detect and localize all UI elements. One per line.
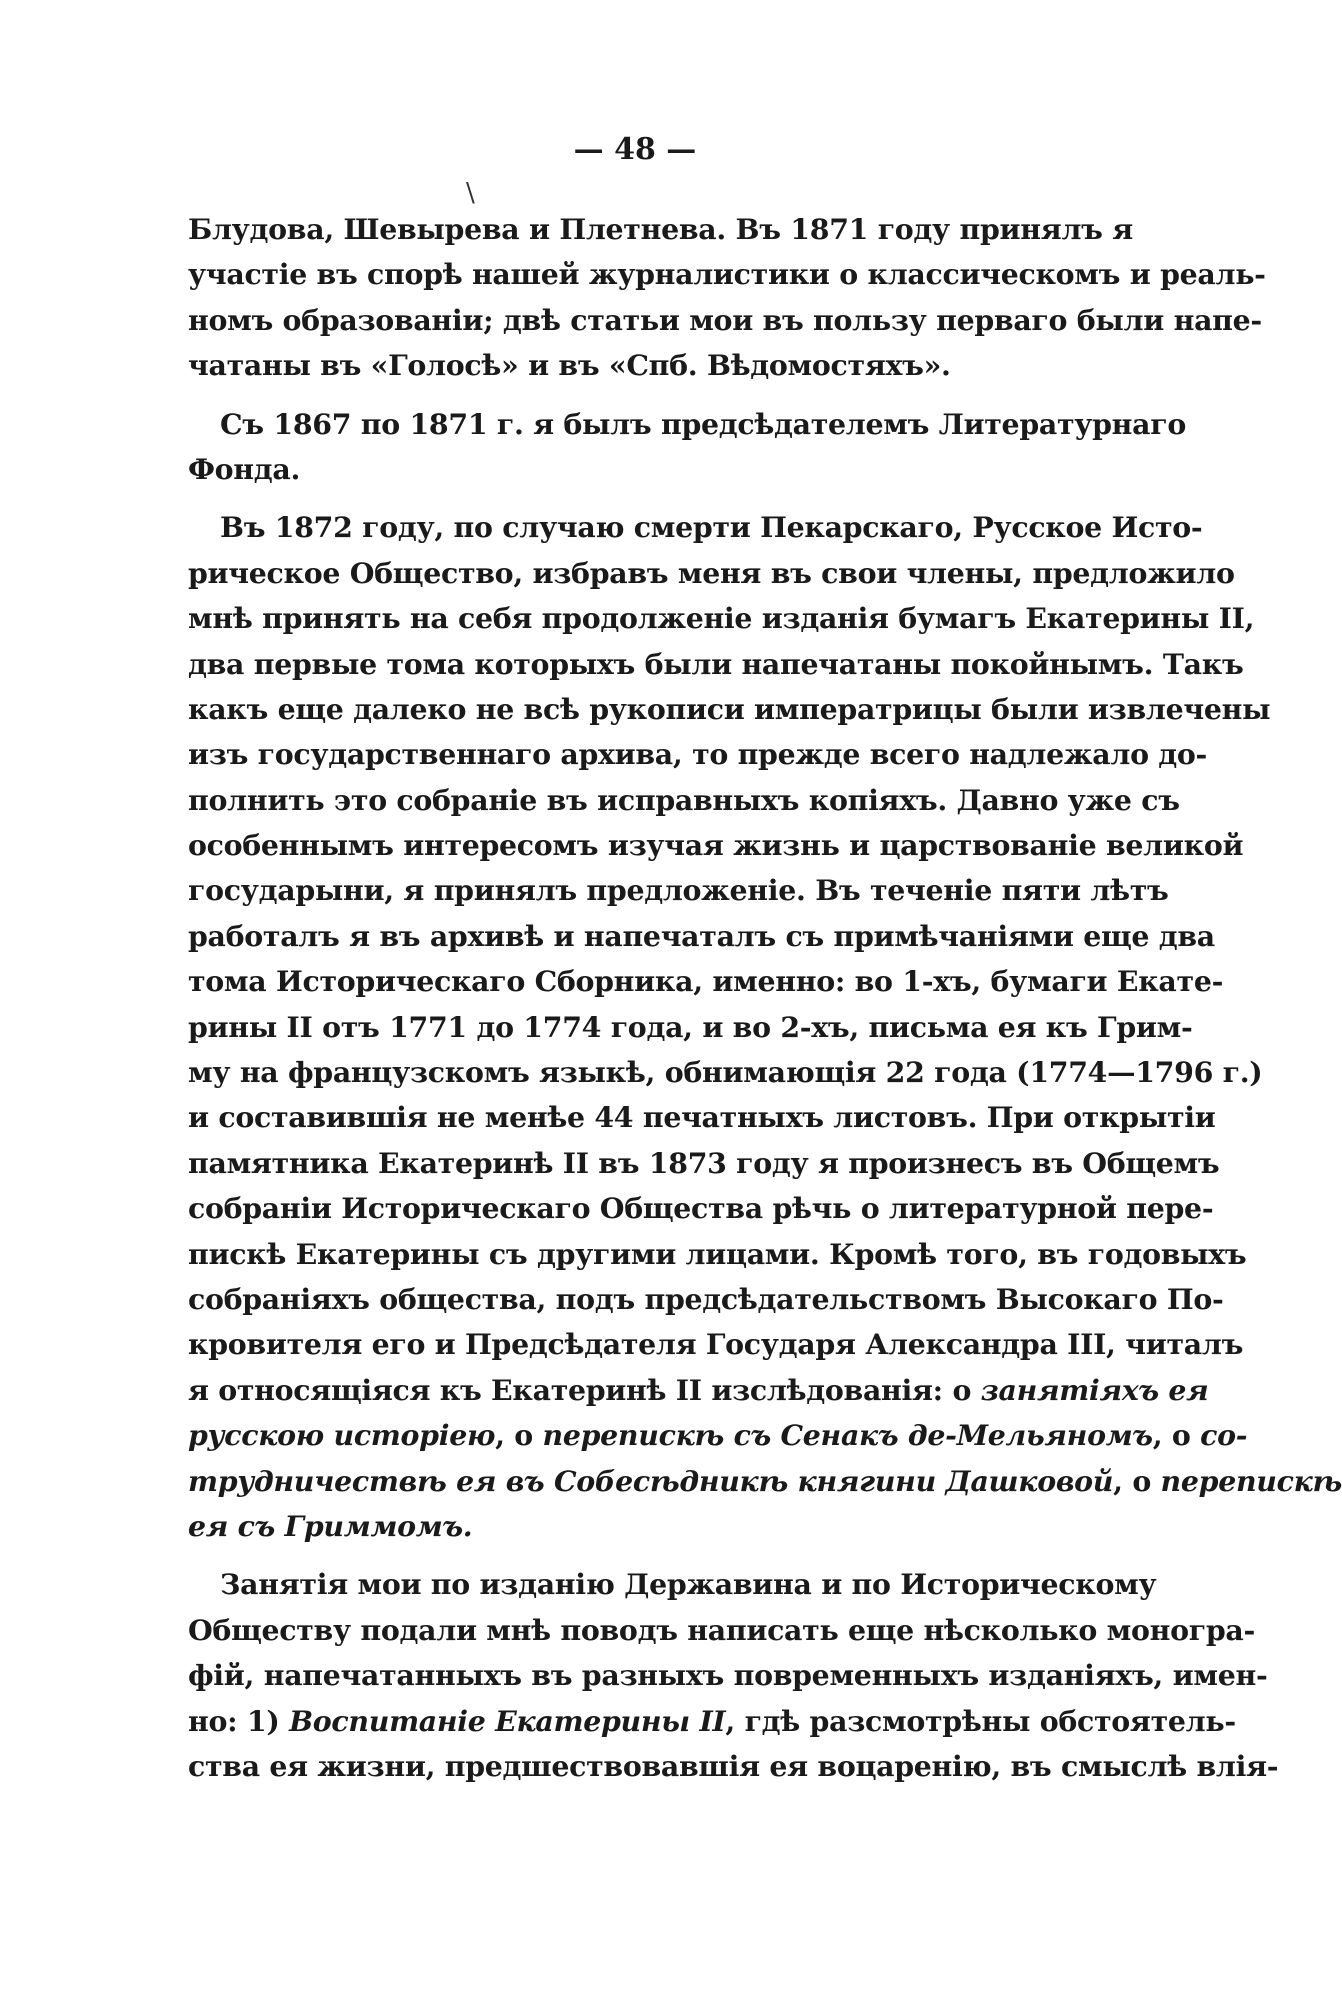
page-body: [188, 207, 1342, 1789]
text-line: изъ государственнаго архива, то прежде всего надлежало до-: [188, 737, 1208, 772]
text-line: ея съ Гриммомъ.: [188, 1508, 473, 1543]
paragraph-4: [188, 1562, 1279, 1789]
text-line: работалъ я въ архивѣ и напечаталъ съ примѣчаніями еще два: [188, 918, 1215, 953]
text-line: пискѣ Екатерины съ другими лицами. Кромѣ того, въ годовыхъ: [188, 1236, 1247, 1271]
text-line: рины II отъ 1771 до 1774 года, и во 2-хъ, письма ея къ Грим-: [188, 1009, 1193, 1044]
text-line: Блудова, Шевырева и Плетнева. Въ 1871 году принялъ я: [188, 212, 1133, 246]
ink-speck: \: [466, 178, 475, 208]
text-line: русскою исторіею, о перепискѣ съ Сенакъ де-Мельяномъ, о со-: [188, 1418, 1248, 1453]
text-line: трудничествѣ ея въ Собесѣдникѣ княгини Дашковой, о перепискѣ: [188, 1463, 1342, 1498]
text-line: ства ея жизни, предшествовавшія ея воцаренію, въ смыслѣ влія-: [188, 1748, 1279, 1783]
paragraph-1: [188, 207, 1266, 389]
text-line: и составившія не менѣе 44 печатныхъ листовъ. При открытіи: [188, 1100, 1216, 1135]
paragraph-2: [188, 402, 1186, 493]
text-line: рическое Общество, избравъ меня въ свои члены, предложило: [188, 555, 1235, 590]
text-line: му на французскомъ языкѣ, обнимающія 22 года (1774—1796 г.): [188, 1055, 1263, 1090]
text-line: кровителя его и Предсѣдателя Государя Александра III, читалъ: [188, 1327, 1244, 1362]
text-line: два первые тома которыхъ были напечатаны покойнымъ. Такъ: [188, 646, 1244, 681]
text-line: особеннымъ интересомъ изучая жизнь и царствованіе великой: [188, 828, 1244, 863]
text-line: тома Историческаго Сборника, именно: во 1-хъ, бумаги Екате-: [188, 964, 1224, 999]
text-line: собраніяхъ общества, подъ предсѣдательствомъ Высокаго По-: [188, 1281, 1224, 1316]
text-line: Съ 1867 по 1871 г. я былъ предсѣдателемъ Литературнаго: [220, 406, 1186, 441]
text-line: участіе въ спорѣ нашей журналистики о классическомъ и реаль-: [188, 257, 1266, 292]
page-number: — 48 —: [573, 132, 697, 167]
text-line: памятника Екатеринѣ II въ 1873 году я произнесъ въ Общемъ: [188, 1145, 1220, 1180]
paragraph-3: [188, 505, 1342, 1549]
text-line: Занятія мои по изданію Державина и по Историческому: [220, 1567, 1157, 1602]
text-line: но: 1) Воспитаніе Екатерины II, гдѣ разсмотрѣны обстоятель-: [188, 1703, 1236, 1738]
text-line: чатаны въ «Голосѣ» и въ «Спб. Вѣдомостяхъ».: [188, 348, 951, 383]
text-line: государыни, я принялъ предложеніе. Въ теченіе пяти лѣтъ: [188, 873, 1169, 908]
text-line: какъ еще далеко не всѣ рукописи императрицы были извлечены: [188, 691, 1271, 726]
text-line: Въ 1872 году, по случаю смерти Пекарскаго, Русское Исто-: [220, 510, 1203, 545]
text-line: Обществу подали мнѣ поводъ написать еще нѣсколько моногра-: [188, 1612, 1255, 1647]
text-line: собраніи Историческаго Общества рѣчь о литературной пере-: [188, 1191, 1214, 1226]
text-line: полнить это собраніе въ исправныхъ копіяхъ. Давно уже съ: [188, 782, 1180, 817]
text-line: я относящіяся къ Екатеринѣ II изслѣдованія: о занятіяхъ ея: [188, 1372, 1209, 1407]
text-line: Фонда.: [188, 451, 301, 486]
text-line: мнѣ принять на себя продолженіе изданія бумагъ Екатерины II,: [188, 601, 1255, 636]
text-line: номъ образованіи; двѣ статьи мои въ пользу перваго были напе-: [188, 302, 1262, 337]
text-line: фій, напечатанныхъ въ разныхъ повременныхъ изданіяхъ, имен-: [188, 1658, 1268, 1693]
